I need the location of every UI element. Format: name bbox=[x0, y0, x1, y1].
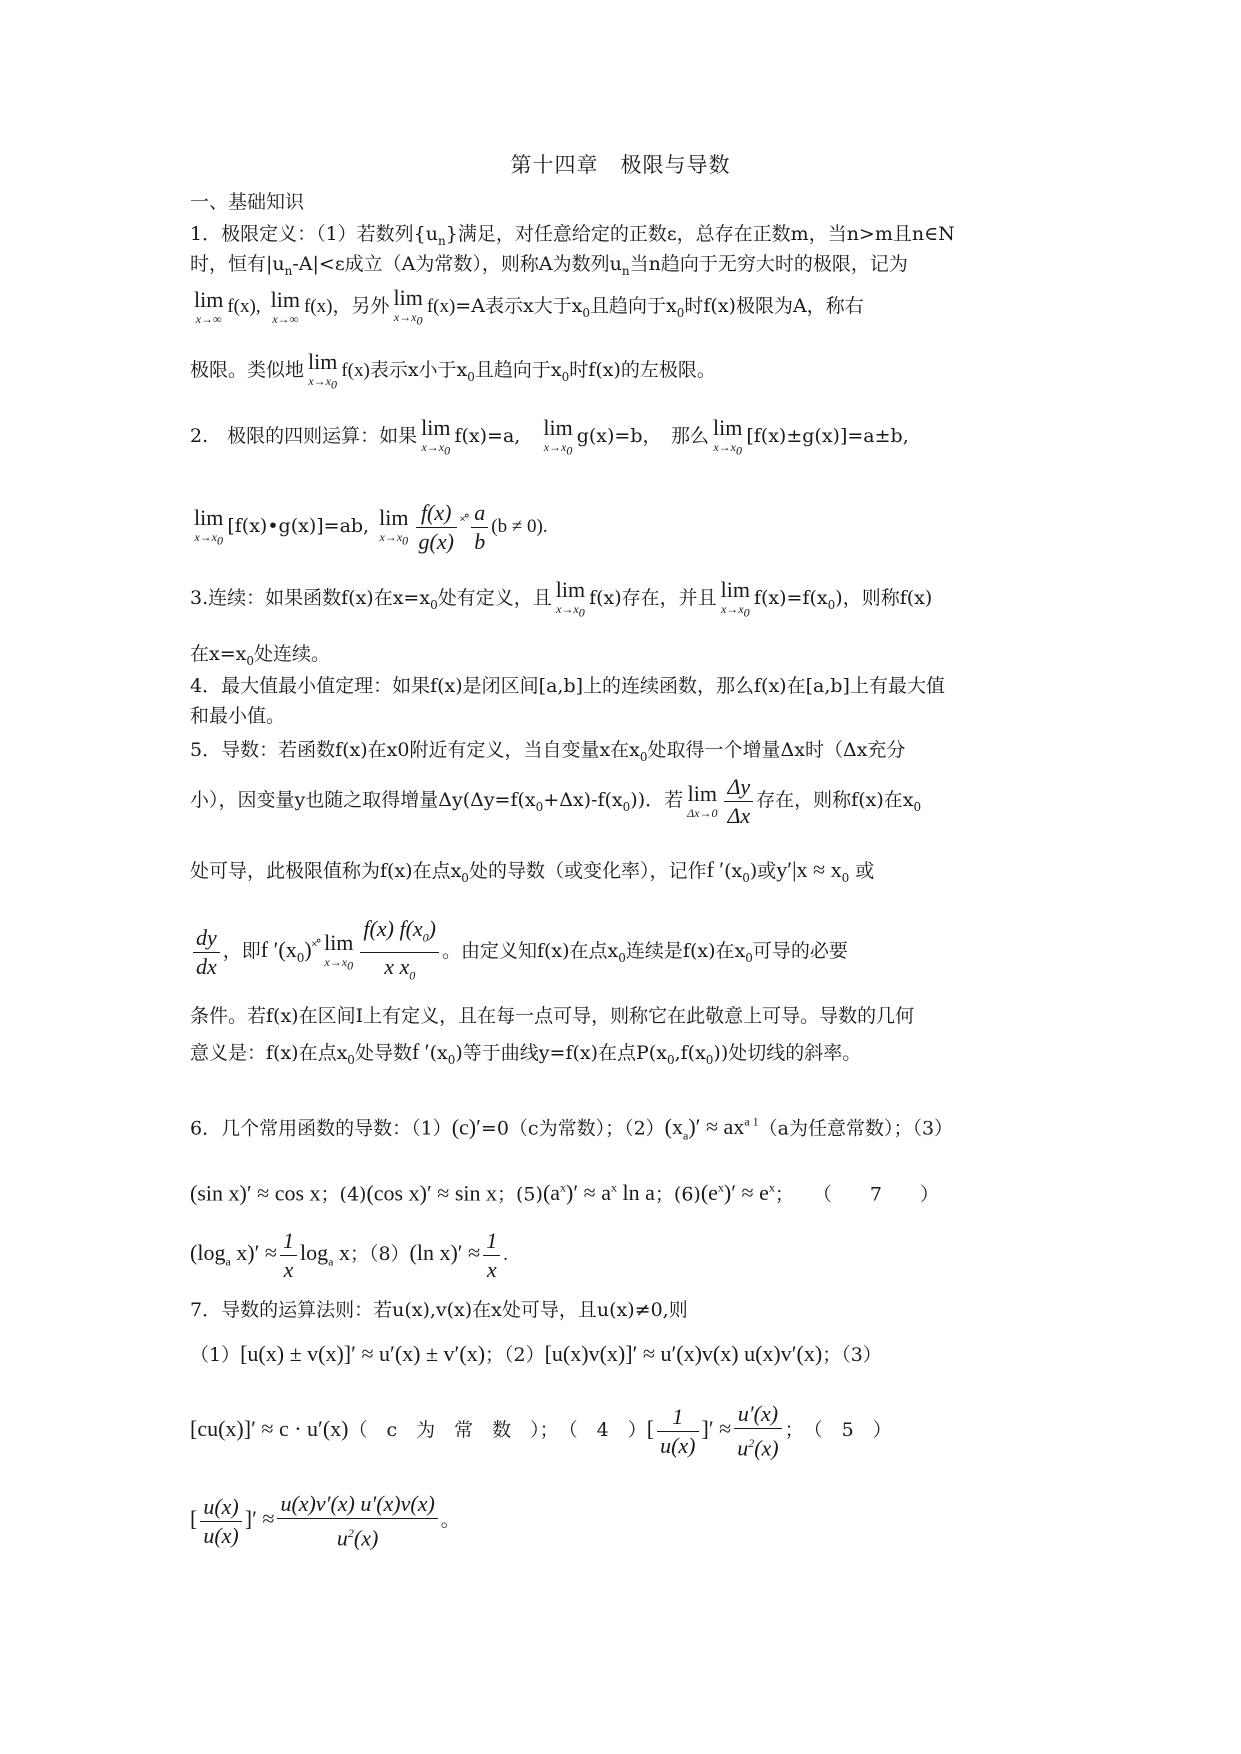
derivative-line-5: 条件。若f(x)在区间I上有定义，且在每一点可导，则称它在此敬意上可导。导数的几何 bbox=[190, 1005, 915, 1027]
limit-definition-line-4: 极限。类似地 lim $x\to x_0$ f(x)表示x小于$x_0$且趋向于$x_0$时f(x)的左极限。 bbox=[190, 350, 716, 392]
derivative-rules-line-1: （1）[u(x) ± v(x)]′ ≈ u′(x) ± v′(x)；（2）[u(x)v(x)]′ ≈ u′(x)v(x) u(x)v′(x)；（3） bbox=[190, 1341, 882, 1366]
section-heading: 一、基础知识 bbox=[190, 191, 305, 213]
fraction-quotient-rule: $\frac{u(x)v'(x) u'(x)v(x)}{u^2(x)}$ bbox=[277, 1490, 437, 1552]
fraction-f-over-g: $\frac{f(x)}{g(x)}$ bbox=[416, 499, 457, 556]
fraction-a-over-b: $\frac{a}{b}$ bbox=[471, 499, 488, 556]
limit-operator: lim $x\to x_0$ bbox=[555, 578, 586, 620]
common-derivatives-line-2: (sin x)′ ≈ cos x；(4)(cos x)′ ≈ sin x；$(5)(a^x)' \approx a^x$ ln a；$(6)(e^x)' \approx e^x$； （ 7 ） bbox=[190, 1180, 939, 1206]
limit-operator: lim Δx→0 bbox=[687, 781, 718, 820]
derivative-rules-line-3: [ $\frac{u(x)}{u(x)}$ ]′ ≈ $\frac{u(x)v'(x) u'(x)v(x)}{u^2(x)}$ 。 bbox=[190, 1490, 460, 1551]
derivative-line-2: 小），因变量y也随之取得增量$\Delta y(\Delta y=f(x_0+\Delta x)-f(x_0))$．若 lim Δx→0 $\frac{\Delta y}{\Delta x}$ 存在，则称f(x)在$x_0$ bbox=[190, 773, 922, 828]
limit-operator: lim $x\to x_0$ bbox=[720, 578, 750, 620]
limit-operations-line-1: 2. 极限的四则运算：如果 lim $x\to x_0$ f(x)=a, lim $x\to x_0$ g(x)=b， 那么 lim $x\to x_0$ [f(x)±g(x)]=a±b, bbox=[190, 416, 909, 458]
limit-operator: lim $x\to x_0$ bbox=[194, 505, 224, 548]
common-derivatives-line-3: ($\log_a$ x)′ ≈ $\frac{1}{x}$ $\log_a x$；（8）(ln x)′ ≈ $\frac{1}{x}$ . bbox=[190, 1227, 508, 1282]
fraction-one-over-x: $\frac{1}{x}$ bbox=[280, 1227, 297, 1284]
fraction-dy-over-dx-at-x0: $\frac{dy}{dx}$ bbox=[193, 924, 220, 981]
limit-operator: lim $x\to x_0$ bbox=[421, 416, 451, 458]
limit-definition-line-1: 1．极限定义：（1）若数列$\{u_n\}$满足，对任意给定的正数ε，总存在正数m，当n>m且n∈N bbox=[190, 223, 955, 248]
fraction-one-over-u: $\frac{1}{u(x)}$ bbox=[657, 1403, 698, 1460]
continuity-line-1: 3.连续：如果函数f(x)在$x=x_0$处有定义，且 lim $x\to x_0$ f(x)存在，并且 lim $x\to x_0$ $f(x)=f(x_0)$，则称f(x) bbox=[190, 578, 933, 620]
limit-operator: lim $x\to x_0$ bbox=[379, 505, 409, 548]
extreme-value-line-2: 和最小值。 bbox=[190, 705, 286, 727]
limit-operator: lim x→∞ bbox=[270, 287, 300, 326]
limit-operations-line-2: lim $x\to x_0$ [f(x)•g(x)]=ab, lim $x\to x_0$ $\frac{f(x)}{g(x)}$ ˟˚ $\frac{a}{b}$ (b ≠ 0). bbox=[194, 499, 548, 554]
derivative-line-1: 5．导数：若函数f(x)在x0附近有定义，当自变量x在$x_0$处取得一个增量Δx时（Δx充分 bbox=[190, 739, 906, 764]
chapter-title: 第十四章 极限与导数 bbox=[510, 153, 731, 177]
limit-operator: lim $x\to x_0$ bbox=[713, 416, 743, 458]
limit-operator: lim $x\to x_0$ bbox=[393, 286, 423, 328]
common-derivatives-line-1: 6．几个常用函数的导数：（1）(c)′=0（c为常数）；$(2)(x_a)' \approx ax^{a 1}(a$为任意常数）；（3） bbox=[190, 1114, 954, 1143]
fraction-difference-quotient: $\frac{f(x) f(x_0)}{x x_0}$ bbox=[360, 915, 439, 988]
fraction-one-over-x: $\frac{1}{x}$ bbox=[483, 1227, 500, 1284]
extreme-value-line-1: 4．最大值最小值定理：如果f(x)是闭区间[a,b]上的连续函数，那么f(x)在[a,b]上有最大值 bbox=[190, 675, 945, 697]
limit-definition-line-3: lim x→∞ f(x), lim x→∞ f(x)，另外 lim $x\to x_0$ f(x)=A表示x大于$x_0$且趋向于$x_0$时f(x)极限为A，称右 bbox=[194, 286, 864, 328]
limit-definition-line-2: 时，恒有$|u_n-A|<\varepsilon$成立（A为常数），则称A为数列$u_n$当n趋向于无穷大时的极限，记为 bbox=[190, 253, 908, 278]
limit-operator: lim $x\to x_0$ bbox=[543, 416, 573, 458]
derivative-rules-line-2: [cu(x)]′ ≈ c · u′(x)（ c 为 常 数 ）； （ 4 ）[ $\frac{1}{u(x)}$ ]′ ≈ $\frac{u'(x)}{u^2(x)}$ ； （ 5 ） bbox=[190, 1400, 892, 1461]
limit-operator: lim $x\to x_0$ bbox=[308, 350, 338, 392]
fraction-u-over-u: $\frac{u(x)}{u(x)}$ bbox=[200, 1493, 241, 1550]
derivative-line-6: 意义是：f(x)在点$x_0$处导数f $'(x_0)$等于曲线y=f(x)在点$P(x_0,f(x_0))$处切线的斜率。 bbox=[190, 1040, 862, 1067]
derivative-line-3: 处可导，此极限值称为f(x)在点$x_0$处的导数（或变化率），记作f $'(x_0)$或$y'|x \approx x_0$ 或 bbox=[190, 857, 875, 885]
limit-operator: lim $x\to x_0$ bbox=[324, 930, 354, 973]
fraction-dy-over-dx: $\frac{\Delta y}{\Delta x}$ bbox=[724, 773, 753, 830]
limit-operator: lim x→∞ bbox=[194, 287, 224, 326]
derivative-line-4: $\frac{dy}{dx}$ ，即f $'(x_0)^{˟˚}$ lim $x\to x_0$ $\frac{f(x) f(x_0)}{x x_0}$ 。由定义知f(x)在点$x_0$连续是f(x)在$x_0$可导的必要 bbox=[190, 912, 1052, 988]
fraction-u-prime-over-u-squared: $\frac{u'(x)}{u^2(x)}$ bbox=[734, 1400, 781, 1462]
derivative-rules-intro: 7．导数的运算法则：若u(x),v(x)在x处可导，且u(x)≠0,则 bbox=[190, 1299, 688, 1321]
continuity-line-2: 在$x=x_0$处连续。 bbox=[190, 643, 331, 668]
